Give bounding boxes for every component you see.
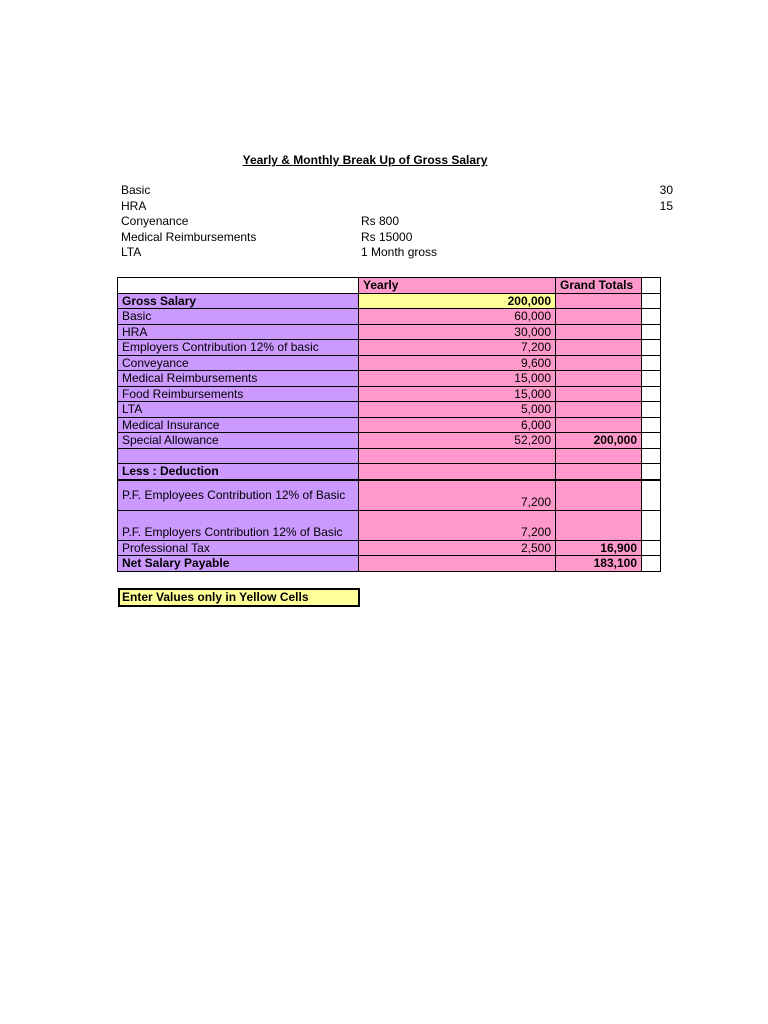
extra-cell [642,464,661,480]
row-label: Employers Contribution 12% of basic [118,340,359,356]
extra-cell [642,293,661,309]
gross-salary-row [118,293,661,309]
yearly-value: 6,000 [359,417,556,433]
grand-total-cell [556,464,642,480]
grand-total-cell [556,417,642,433]
table-row [118,402,661,418]
yearly-value [359,464,556,480]
grand-total-cell [556,355,642,371]
extra-cell [642,324,661,340]
row-label: HRA [118,324,359,340]
row-label: Food Reimbursements [118,386,359,402]
table-row [118,371,661,387]
param-value: 1 Month gross [361,245,438,259]
extra-cell [642,371,661,387]
extra-cell [642,386,661,402]
net-salary-row [118,556,661,572]
yellow-cells-note: Enter Values only in Yellow Cells [118,588,360,607]
yearly-header: Yearly [359,278,556,294]
grand-total-cell: 16,900 [556,540,642,556]
yearly-value [359,556,556,572]
yearly-value: 7,200 [359,510,556,540]
grand-total-cell [556,340,642,356]
param-number: 30 [659,183,673,197]
grand-total-cell [556,510,642,540]
extra-cell [642,556,661,572]
extra-cell [642,355,661,371]
grand-totals-header: Grand Totals [556,278,642,294]
extra-cell [642,309,661,325]
param-number: 15 [659,198,673,213]
param-label: Medical Reimbursements [121,229,257,244]
salary-table [117,277,661,572]
param-label: HRA [121,198,147,213]
row-label: Special Allowance [118,433,359,449]
row-label: Professional Tax [118,540,359,556]
table-row [118,417,661,433]
gross-salary-input[interactable]: 200,000 [359,293,556,309]
grand-total-cell: 200,000 [556,433,642,449]
header-blank-cell [118,278,359,294]
extra-cell [642,510,661,540]
row-label: Medical Insurance [118,417,359,433]
page-title: Yearly & Monthly Break Up of Gross Salary [242,153,488,167]
deduction-row [118,540,661,556]
extra-cell [642,417,661,433]
param-label: LTA [121,245,142,259]
yearly-value: 7,200 [359,480,556,511]
yearly-value: 7,200 [359,340,556,356]
spacer-cell [118,448,359,464]
deduction-header-row [118,464,661,480]
grand-total-cell [556,309,642,325]
grand-total-cell [556,402,642,418]
extra-cell [642,402,661,418]
grand-total-cell [556,293,642,309]
spacer-row [118,448,661,464]
yearly-value: 2,500 [359,540,556,556]
yearly-value: 52,200 [359,433,556,449]
gross-salary-label: Gross Salary [118,293,359,309]
yearly-value: 5,000 [359,402,556,418]
deduction-row [118,510,661,540]
yearly-value: 60,000 [359,309,556,325]
spacer-cell [556,448,642,464]
extra-cell [642,433,661,449]
row-label: Conveyance [118,355,359,371]
table-row [118,324,661,340]
grand-total-cell [556,480,642,511]
grand-total-cell [556,324,642,340]
spacer-cell [359,448,556,464]
param-label: Basic [121,183,151,197]
yearly-value: 15,000 [359,386,556,402]
deduction-row [118,480,661,511]
yearly-value: 30,000 [359,324,556,340]
table-row [118,433,661,449]
extra-cell [642,278,661,294]
param-value: Rs 800 [361,214,400,228]
row-label: Basic [118,309,359,325]
extra-cell [642,540,661,556]
param-value: Rs 15000 [361,229,413,244]
table-row [118,340,661,356]
net-salary-label: Net Salary Payable [118,556,359,572]
extra-cell [642,340,661,356]
net-salary-total: 183,100 [556,556,642,572]
grand-total-cell [556,386,642,402]
param-label: Conyenance [121,214,189,228]
row-label: P.F. Employees Contribution 12% of Basic [118,480,359,511]
row-label: P.F. Employers Contribution 12% of Basic [118,510,359,540]
table-row [118,386,661,402]
row-label: Medical Reimbursements [118,371,359,387]
grand-total-cell [556,371,642,387]
deduction-header: Less : Deduction [118,464,359,480]
yearly-value: 15,000 [359,371,556,387]
extra-cell [642,480,661,511]
table-row [118,355,661,371]
extra-cell [642,448,661,464]
table-header-row [118,278,661,294]
table-row [118,309,661,325]
row-label: LTA [118,402,359,418]
yearly-value: 9,600 [359,355,556,371]
